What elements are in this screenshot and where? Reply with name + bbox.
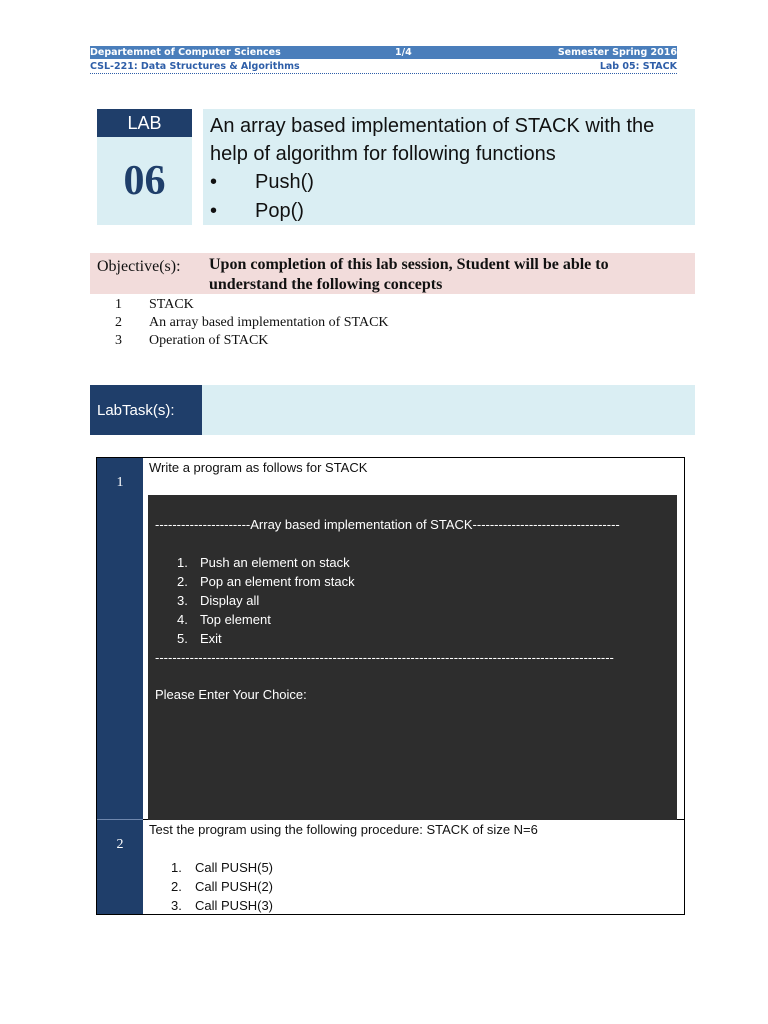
console-menu	[177, 553, 355, 648]
menu-item: 4. Top element	[177, 612, 271, 627]
function-item	[210, 197, 695, 226]
function-name: Pop()	[255, 200, 304, 222]
objectives-list	[115, 296, 389, 350]
function-name: Push()	[255, 171, 314, 193]
console-output	[148, 495, 677, 820]
list-item: 3 Operation of STACK	[115, 333, 269, 348]
task-number: 2	[116, 837, 124, 852]
department-name: Departemnet of Computer Sciences	[90, 47, 281, 58]
procedure-list	[171, 858, 273, 915]
lab-tasks-label: LabTask(s):	[90, 385, 202, 435]
lab-tasks-banner	[90, 385, 695, 435]
task1-heading: Write a program as follows for STACK	[149, 460, 368, 475]
objectives-box	[90, 253, 695, 294]
list-item: 1 STACK	[115, 297, 194, 312]
lab-number: 06	[97, 137, 192, 225]
list-item: 2. Call PUSH(2)	[171, 879, 274, 894]
bullet: •	[210, 200, 218, 222]
bullet: •	[210, 171, 218, 193]
menu-item: 3. Display all	[177, 593, 260, 608]
menu-item: 1. Push an element on stack	[177, 555, 350, 570]
page-number: 1/4	[395, 47, 412, 58]
lab-reference: Lab 05: STACK	[599, 61, 677, 72]
page-header-bar	[90, 46, 677, 59]
menu-item: 2. Pop an element from stack	[177, 574, 355, 589]
objectives-label: Objective(s):	[97, 258, 181, 275]
tasks-table	[96, 457, 685, 915]
lab-label: LAB	[97, 109, 192, 137]
lab-title-box	[203, 109, 695, 225]
menu-item: 5. Exit	[177, 631, 222, 646]
function-item	[210, 168, 695, 197]
console-separator: ----------------------------------------------------------------------------------------------------------	[155, 650, 614, 665]
objectives-text: Upon completion of this lab session, Student will be able to understand the following concepts	[209, 256, 609, 293]
task2-heading: Test the program using the following procedure: STACK of size N=6	[149, 822, 538, 837]
page-subheader	[90, 60, 677, 74]
console-title-line: ----------------------Array based implementation of STACK----------------------------------	[155, 517, 620, 532]
list-item: 1. Call PUSH(5)	[171, 860, 274, 875]
course-name: CSL-221: Data Structures & Algorithms	[90, 61, 300, 72]
row-divider	[97, 819, 143, 820]
lab-title: An array based implementation of STACK with the help of algorithm for following functions	[210, 115, 655, 165]
semester: Semester Spring 2016	[557, 47, 677, 58]
task-number: 1	[116, 475, 124, 490]
console-prompt: Please Enter Your Choice:	[155, 687, 307, 702]
list-item: 2 An array based implementation of STACK	[115, 315, 389, 330]
list-item: 3. Call PUSH(3)	[171, 898, 274, 913]
